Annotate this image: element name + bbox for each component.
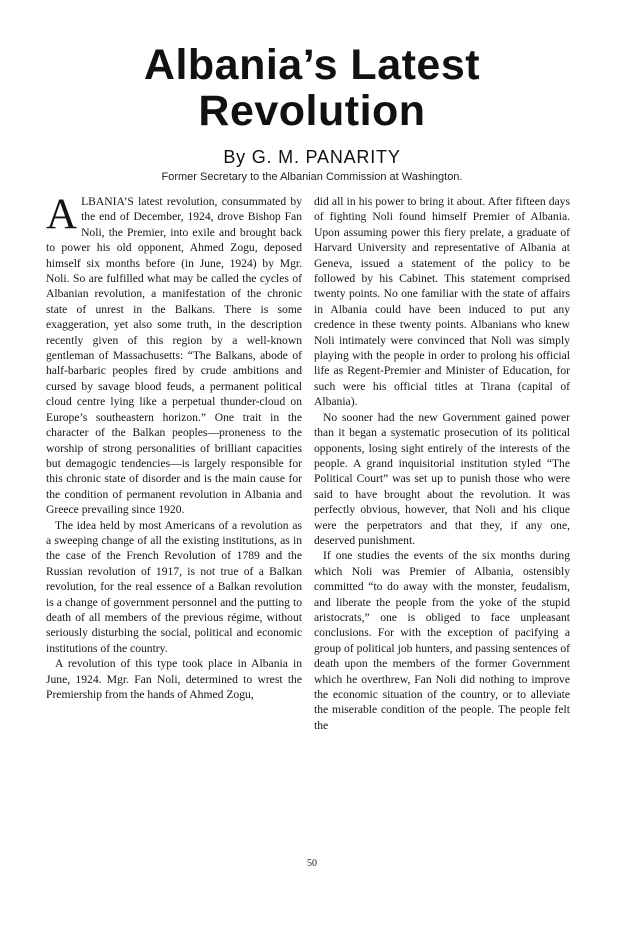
paragraph-1-text: LBANIA’S latest revolution, consummated by the end of December, 1924, drove Bishop Fan Noli, the Premier, into exile and brought back to power his old opponent, Ahmed Zogu, deposed himself six months before (in June, 1924) by Mgr. Noli. So are fulfilled what may be called the cycles of Albanian revolution, a manifestation of the chronic state of unrest in the Balkans. There is some exaggeration, yet also some truth, in the description recently given of this region by a well-known gentleman of Massachusetts: “The Balkans, abode of half-barbaric peoples fired by crude ambitions and cursed by savage blood feuds, a permanent political cloud centre lying like a perpetual thunder-cloud on Europe’s southeastern horizon.” One trait in the character of the Balkan peoples—proneness to the worship of strong personalities of brilliant capacities but demagogic tendencies—is largely responsible for this chronic state of disorder and is the main cause for the condition of permanent revolution in Albania and Greece prevailing since 1920. [46, 195, 302, 517]
drop-cap: A [46, 191, 78, 238]
paragraph-3: A revolution of this type took place in Albania in June, 1924. Mgr. Fan Noli, determined to wrest the Premiership from the hands of Ahmed Zogu, [46, 657, 302, 701]
paragraph-4: did all in his power to bring it about. After fifteen days of fighting Noli found himself Premier of Albania. Upon assuming power this fiery prelate, a graduate of Harvard University and representative of Albania at Geneva, issued a statement of the policy to be followed by his Cabinet. This statement comprised twenty points. No one familiar with the state of affairs in Albania could have been induced to put any credence in these twenty points. Albanians who knew Noli intimately were convinced that Noli was simply playing with the people in order to prolong his official life as Regent-Premier and Minister of Education, for such were his official titles at Tirana (capital of Albania). [314, 195, 570, 409]
column-left [46, 191, 302, 702]
author-affiliation: Former Secretary to the Albanian Commission at Washington. [161, 171, 463, 183]
article-title-line2: Revolution [198, 87, 426, 135]
page-number: 50 [307, 858, 317, 869]
article-title-line1: Albania’s Latest [143, 41, 481, 89]
paragraph-1 [46, 191, 302, 518]
paragraph-6: If one studies the events of the six months during which Noli was Premier of Albania, ostensibly committed “to do away with the monster, feudalism, and liberate the people from the yoke of the stupid aristocrats,” one is obliged to face unpleasant conclusions. For with the exception of pacifying a group of political job hunters, and passing sentences of death upon the members of the former Government which he overthrew, Fan Noli did nothing to improve the economic situation of the country, or to alleviate the miserable condition of the people. The people felt the [314, 549, 570, 732]
paragraph-5: No sooner had the new Government gained power than it began a systematic prosecution of its political opponents, losing sight entirely of the interests of the people. A grand inquisitorial institution styled “The Political Court” was set up to punish those who were said to have brought about the revolution. It was perfectly obvious, however, that Noli and his clique were the perpetrators and that they, if any one, deserved punishment. [314, 410, 570, 547]
byline: By G. M. PANARITY [223, 147, 401, 167]
column-right [314, 194, 570, 733]
paragraph-2: The idea held by most Americans of a revolution as a sweeping change of all the existing institutions, as in the case of the French Revolution of 1789 and the Russian revolution of 1917, is not true of a Balkan revolution, for the real essence of a Balkan revolution is a change of government personnel and the putting to death of all members of the previous régime, without seriously disturbing the social, political and economic institutions of the country. [46, 518, 302, 655]
